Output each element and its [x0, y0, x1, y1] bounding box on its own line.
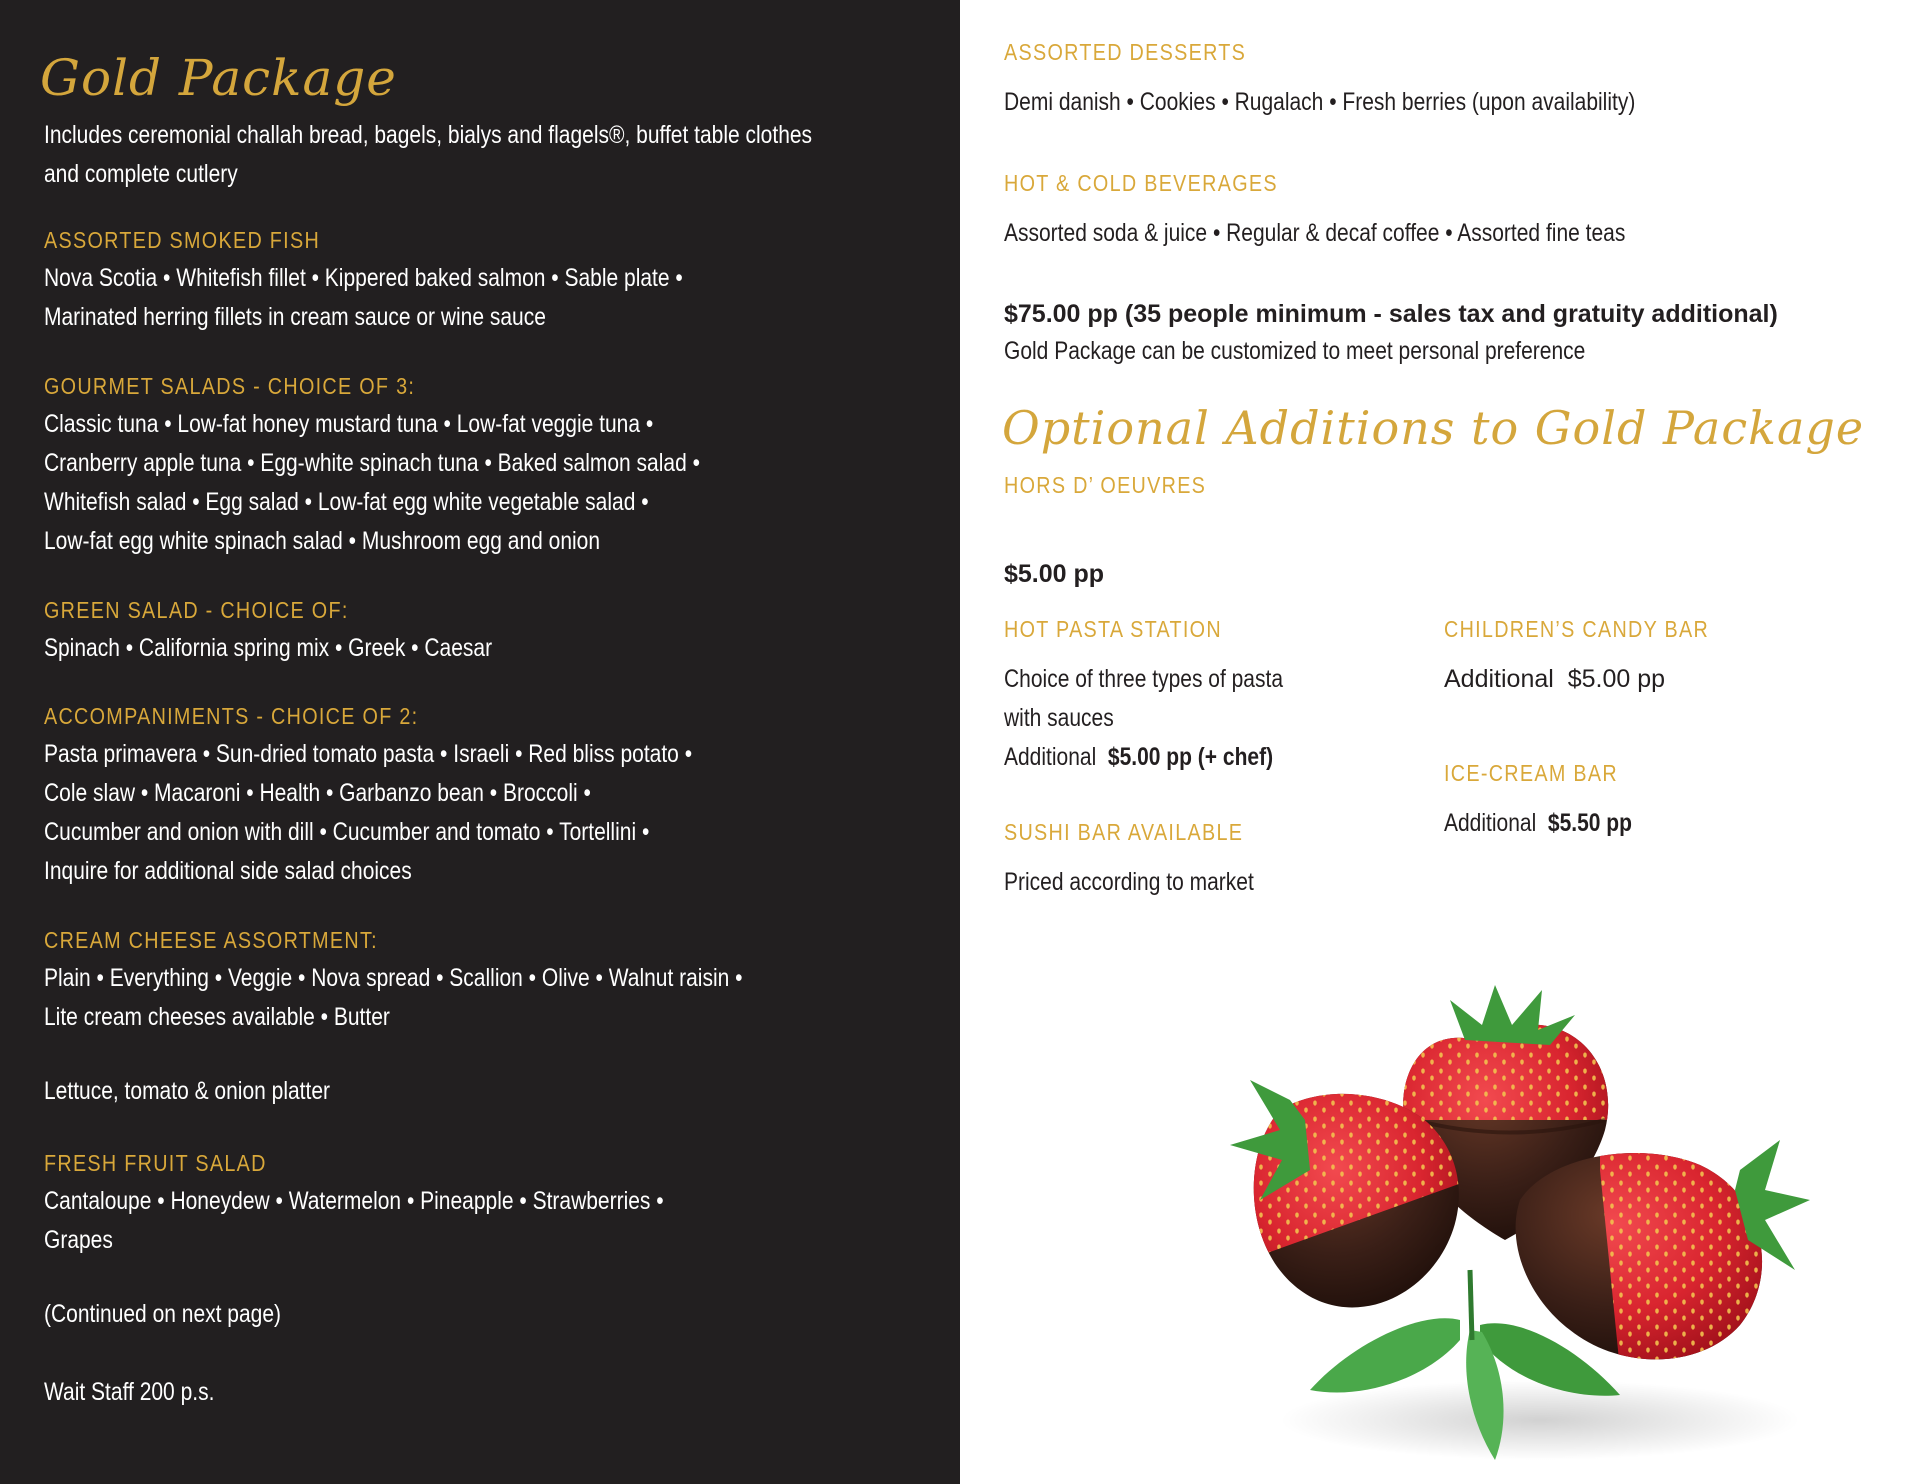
section-line: Spinach • California spring mix • Greek • Caesar [44, 634, 493, 662]
right-strawberry [1516, 1140, 1810, 1359]
additional-price: $5.00 pp (+ chef) [1107, 743, 1274, 771]
package-price [1004, 296, 1778, 371]
section-line: Grapes [44, 1226, 113, 1254]
additional-price: $5.00 pp [1567, 665, 1666, 693]
pasta-additional [1004, 738, 1283, 777]
additional-label: Additional [1004, 743, 1097, 771]
continued-text: (Continued on next page) [44, 1300, 282, 1328]
section-line: Low-fat egg white spinach salad • Mushroom egg and onion [44, 527, 601, 555]
section-line: Classic tuna • Low-fat honey mustard tuna • Low-fat veggie tuna • [44, 410, 654, 438]
intro-line: Includes ceremonial challah bread, bagels, bialys and flagels®, buffet table clothes [44, 121, 813, 149]
platter-text: Lettuce, tomato & onion platter [44, 1077, 331, 1105]
section-heading: CREAM CHEESE ASSORTMENT: [44, 927, 378, 953]
section-line: Whitefish salad • Egg salad • Low-fat egg white vegetable salad • [44, 488, 649, 516]
package-price-text: $75.00 pp (35 people minimum - sales tax and gratuity additional) [1004, 300, 1778, 328]
green-salad-section [44, 591, 924, 668]
section-heading: ICE-CREAM BAR [1444, 760, 1618, 786]
custom-note: Gold Package can be customized to meet personal preference [1004, 337, 1586, 365]
section-line: Assorted soda & juice • Regular & decaf coffee • Assorted fine teas [1004, 219, 1626, 247]
section-line: Cucumber and onion with dill • Cucumber and tomato • Tortellini • [44, 818, 650, 846]
section-heading: HOT & COLD BEVERAGES [1004, 170, 1278, 196]
fruit-salad-section [44, 1144, 924, 1260]
beverages-section [1004, 164, 1744, 253]
section-heading: CHILDREN’S CANDY BAR [1444, 616, 1710, 642]
section-line: Demi danish • Cookies • Rugalach • Fresh berries (upon availability) [1004, 88, 1636, 116]
section-line: Nova Scotia • Whitefish fillet • Kippered baked salmon • Sable plate • [44, 264, 683, 292]
section-line: Cole slaw • Macaroni • Health • Garbanzo bean • Broccoli • [44, 779, 591, 807]
candy-additional [1444, 660, 1752, 699]
icecream-additional [1444, 804, 1632, 843]
section-line: Plain • Everything • Veggie • Nova spread • Scallion • Olive • Walnut raisin • [44, 964, 743, 992]
optional-additions-title: Optional Additions to Gold Package [1002, 401, 1865, 455]
section-line: Lite cream cheeses available • Butter [44, 1003, 390, 1031]
cream-cheese-section [44, 921, 924, 1037]
intro-line: and complete cutlery [44, 160, 238, 188]
additional-label: Additional [1444, 665, 1554, 693]
section-line: Pasta primavera • Sun-dried tomato pasta • Israeli • Red bliss potato • [44, 740, 693, 768]
section-heading: GOURMET SALADS - CHOICE OF 3: [44, 373, 416, 399]
sushi-line: Priced according to market [1004, 868, 1254, 896]
section-heading: ASSORTED DESSERTS [1004, 39, 1247, 65]
section-heading: HORS D’ OEUVRES [1004, 472, 1207, 498]
wait-staff-note [44, 1373, 924, 1412]
smoked-fish-section [44, 221, 924, 337]
pasta-line: Choice of three types of pasta [1004, 665, 1284, 693]
section-heading: ACCOMPANIMENTS - CHOICE OF 2: [44, 703, 419, 729]
continued-note [44, 1295, 924, 1334]
pasta-line: with sauces [1004, 704, 1114, 732]
wait-staff-text: Wait Staff 200 p.s. [44, 1378, 215, 1406]
section-heading: ASSORTED SMOKED FISH [44, 227, 321, 253]
section-heading: SUSHI BAR AVAILABLE [1004, 819, 1244, 845]
section-heading: FRESH FRUIT SALAD [44, 1150, 267, 1176]
platter-line [44, 1072, 924, 1111]
gold-package-title: Gold Package [40, 49, 397, 107]
sushi-bar-section [1004, 813, 1301, 902]
section-line: Cranberry apple tuna • Egg-white spinach tuna • Baked salmon salad • [44, 449, 700, 477]
pasta-station-section [1004, 610, 1336, 777]
accompaniments-section [44, 697, 924, 891]
additional-label: Additional [1444, 809, 1537, 837]
hors-price: $5.00 pp [1004, 560, 1105, 588]
section-heading: HOT PASTA STATION [1004, 616, 1222, 642]
candy-bar-section [1444, 610, 1752, 699]
section-line: Cantaloupe • Honeydew • Watermelon • Pineapple • Strawberries • [44, 1187, 664, 1215]
chocolate-dipped-strawberries-illustration [1220, 970, 1840, 1480]
shadow-shape [1280, 1380, 1800, 1460]
additional-price: $5.50 pp [1547, 809, 1632, 837]
intro-text [44, 116, 924, 194]
section-line: Inquire for additional side salad choices [44, 857, 412, 885]
desserts-section [1004, 33, 1756, 122]
section-heading: GREEN SALAD - CHOICE OF: [44, 597, 349, 623]
section-line: Marinated herring fillets in cream sauce or wine sauce [44, 303, 546, 331]
gourmet-salads-section [44, 367, 924, 561]
ice-cream-bar-section [1444, 754, 1668, 843]
hors-doeuvres-section [1004, 466, 1239, 592]
